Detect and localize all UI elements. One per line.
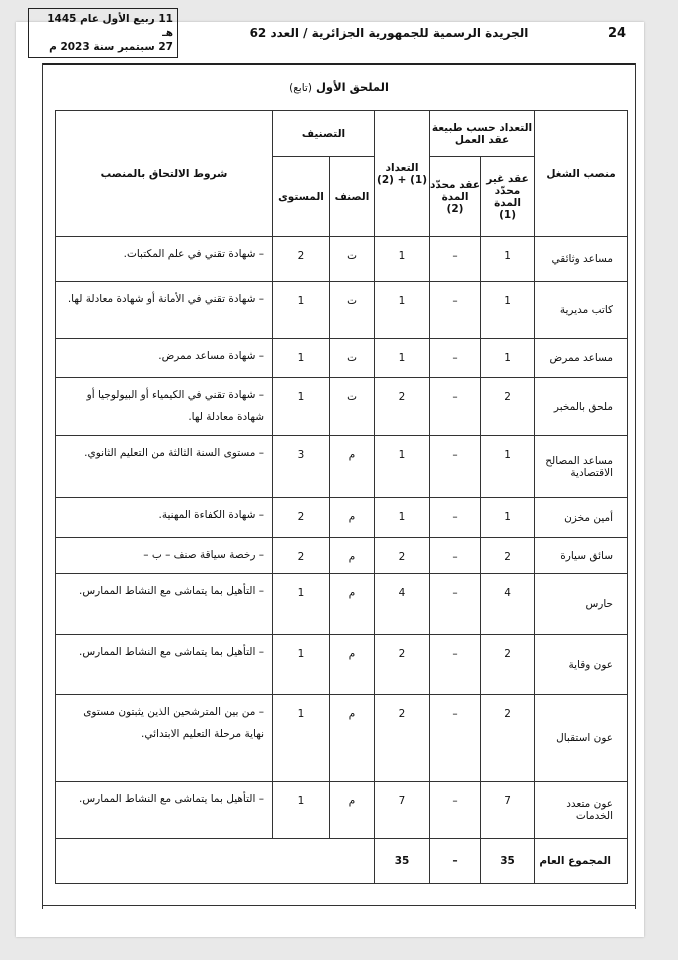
cell-definite: – <box>430 538 481 574</box>
col-header-total <box>375 111 430 237</box>
cell-indefinite: 1 <box>481 282 535 339</box>
table-row <box>56 782 628 839</box>
annex-title-text: الملحق الأول <box>315 80 389 94</box>
col-header-job: منصب الشغل <box>535 111 628 237</box>
cell-total: 1 <box>375 237 430 282</box>
table-row <box>56 574 628 635</box>
header-date-box <box>28 8 178 58</box>
page-header <box>28 8 634 58</box>
table-row <box>56 282 628 339</box>
table-row <box>56 695 628 782</box>
cell-definite: – <box>430 782 481 839</box>
header-date-hijri: 11 ربيع الأول عام 1445 هـ <box>47 13 173 39</box>
cell-total-empty <box>56 839 375 884</box>
cell-total: 2 <box>375 635 430 695</box>
col-header-total-formula: (1) + (2) <box>377 173 427 186</box>
cell-class: م <box>330 498 375 538</box>
cell-job: ملحق بالمخبر <box>535 378 628 436</box>
cell-conditions: – مستوى السنة الثالثة من التعليم الثانوي. <box>56 436 273 498</box>
annex-title <box>42 80 636 94</box>
cell-total: 2 <box>375 378 430 436</box>
cell-level: 1 <box>273 635 330 695</box>
cell-definite: – <box>430 436 481 498</box>
cell-conditions: – التأهيل بما يتماشى مع النشاط الممارس. <box>56 635 273 695</box>
cell-conditions: – شهادة تقني في علم المكتبات. <box>56 237 273 282</box>
cell-definite: – <box>430 695 481 782</box>
cell-class: ت <box>330 282 375 339</box>
cell-definite: – <box>430 339 481 378</box>
col-header-indefinite-label: عقد غير محدّد المدة <box>486 172 529 209</box>
cell-level: 2 <box>273 498 330 538</box>
cell-job: مساعد المصالح الاقتصادية <box>535 436 628 498</box>
table-row <box>56 378 628 436</box>
col-header-total-label: التعداد <box>385 161 419 174</box>
table-row <box>56 237 628 282</box>
cell-indefinite: 2 <box>481 695 535 782</box>
col-header-indefinite <box>481 157 535 237</box>
cell-level: 1 <box>273 695 330 782</box>
col-header-indefinite-ref: (1) <box>499 208 516 221</box>
cell-class: ت <box>330 237 375 282</box>
cell-indefinite: 7 <box>481 782 535 839</box>
cell-total-definite: – <box>430 839 481 884</box>
cell-total: 1 <box>375 282 430 339</box>
cell-indefinite: 2 <box>481 635 535 695</box>
cell-job: مساعد ممرض <box>535 339 628 378</box>
cell-level: 1 <box>273 339 330 378</box>
cell-conditions: – شهادة الكفاءة المهنية. <box>56 498 273 538</box>
cell-definite: – <box>430 574 481 635</box>
col-header-classification: التصنيف <box>273 111 375 157</box>
cell-total-total: 35 <box>375 839 430 884</box>
cell-definite: – <box>430 237 481 282</box>
cell-job: عون استقبال <box>535 695 628 782</box>
table-row <box>56 436 628 498</box>
cell-conditions: – شهادة تقني في الأمانة أو شهادة معادلة لها. <box>56 282 273 339</box>
cell-class: ت <box>330 378 375 436</box>
cell-conditions: – رخصة سياقة صنف – ب – <box>56 538 273 574</box>
page-number: 24 <box>607 25 627 41</box>
col-header-by-contract: التعداد حسب طبيعة عقد العمل <box>430 111 535 157</box>
cell-indefinite: 2 <box>481 378 535 436</box>
col-header-definite-ref: (2) <box>446 202 464 215</box>
col-header-definite <box>430 157 481 237</box>
cell-total: 1 <box>375 498 430 538</box>
cell-conditions: – التأهيل بما يتماشى مع النشاط الممارس. <box>56 782 273 839</box>
cell-total: 1 <box>375 339 430 378</box>
header-date-gregorian: 27 سبتمبر سنة 2023 م <box>49 41 173 53</box>
cell-level: 3 <box>273 436 330 498</box>
cell-definite: – <box>430 378 481 436</box>
cell-indefinite: 1 <box>481 436 535 498</box>
cell-class: م <box>330 695 375 782</box>
cell-class: م <box>330 782 375 839</box>
cell-job: كاتب مديرية <box>535 282 628 339</box>
cell-job: عون وقاية <box>535 635 628 695</box>
cell-total: 4 <box>375 574 430 635</box>
cell-indefinite: 4 <box>481 574 535 635</box>
table-row <box>56 498 628 538</box>
cell-class: م <box>330 436 375 498</box>
cell-job: سائق سيارة <box>535 538 628 574</box>
col-header-conditions: شروط الالتحاق بالمنصب <box>56 111 273 237</box>
header-title: الجريدة الرسمية للجمهورية الجزائرية / العدد 62 <box>249 26 529 40</box>
cell-definite: – <box>430 635 481 695</box>
cell-indefinite: 1 <box>481 237 535 282</box>
annex-subtitle: (تابع) <box>289 82 312 94</box>
cell-class: م <box>330 538 375 574</box>
cell-conditions: – من بين المترشحين الذين يثبتون مستوى نهاية مرحلة التعليم الابتدائي. <box>56 695 273 782</box>
left-border-line <box>42 63 43 909</box>
cell-total: 1 <box>375 436 430 498</box>
cell-total-label: المجموع العام <box>535 839 628 884</box>
annex-table <box>55 110 628 884</box>
cell-level: 1 <box>273 378 330 436</box>
header-rule <box>42 63 636 65</box>
cell-indefinite: 1 <box>481 339 535 378</box>
cell-indefinite: 1 <box>481 498 535 538</box>
cell-job: مساعد وثائقي <box>535 237 628 282</box>
cell-total: 2 <box>375 538 430 574</box>
cell-job: أمين مخزن <box>535 498 628 538</box>
cell-definite: – <box>430 282 481 339</box>
cell-total: 2 <box>375 695 430 782</box>
cell-class: م <box>330 635 375 695</box>
cell-level: 1 <box>273 574 330 635</box>
cell-conditions: – شهادة مساعد ممرض. <box>56 339 273 378</box>
cell-definite: – <box>430 498 481 538</box>
cell-job: حارس <box>535 574 628 635</box>
cell-job: عون متعدد الخدمات <box>535 782 628 839</box>
cell-level: 2 <box>273 538 330 574</box>
cell-total: 7 <box>375 782 430 839</box>
cell-class: ت <box>330 339 375 378</box>
col-header-class: الصنف <box>330 157 375 237</box>
cell-class: م <box>330 574 375 635</box>
table-row <box>56 538 628 574</box>
right-border-line <box>635 63 636 909</box>
cell-total-indefinite: 35 <box>481 839 535 884</box>
table-row <box>56 635 628 695</box>
cell-level: 1 <box>273 282 330 339</box>
table-total-row <box>56 839 628 884</box>
cell-conditions: – شهادة تقني في الكيمياء أو البيولوجيا أو شهادة معادلة لها. <box>56 378 273 436</box>
col-header-definite-label: عقد محدّد المدة <box>430 178 481 203</box>
col-header-level: المستوى <box>273 157 330 237</box>
cell-indefinite: 2 <box>481 538 535 574</box>
cell-conditions: – التأهيل بما يتماشى مع النشاط الممارس. <box>56 574 273 635</box>
bottom-border-line <box>42 905 636 906</box>
cell-level: 1 <box>273 782 330 839</box>
cell-level: 2 <box>273 237 330 282</box>
table-row <box>56 339 628 378</box>
